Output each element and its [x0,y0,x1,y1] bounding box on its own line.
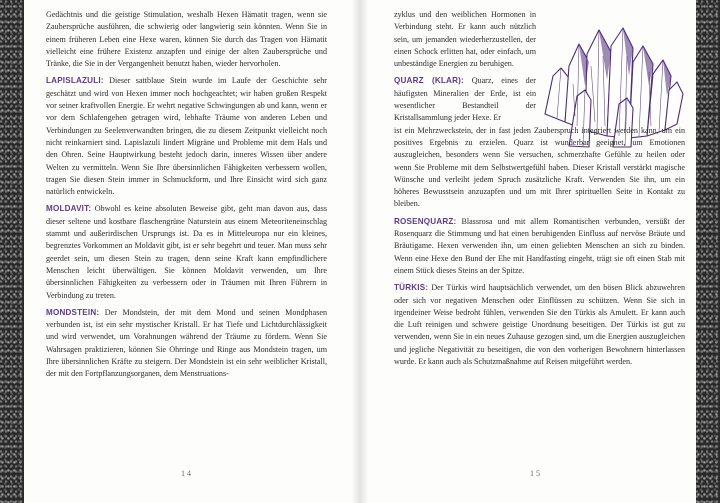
entry-text: Blassrosa und mit allem Romantischen verbunden, versüßt der Rosenquarz die Stimmung und hat einen beruhigenden Einfluss auf nervöse Bräute und Bräutigame. Hexen verwenden ihn, um einen geliebten Menschen an sich zu binden. Wenn eine Hexe den Bund der Ehe mit Handfasting eingeht, trägt sie oft einen Stab mit einem Stück dieses Steins an der Spitze. [394,216,685,275]
left-page-edge [0,0,24,503]
entry-term: QUARZ (KLAR): [394,76,464,86]
entry-moldavit [46,203,327,301]
entry-quarz-continued: ist ein Mehrzweckstein, der in fast jeden Zauberspruch integriert werden kann, um ein positives Ergebnis zu erzielen. Quarz ist wunderbar geeignet, um Emotionen auszugleichen, besonders wenn Sie versuchen, schmerzhafte Gefühle zu heilen oder wenn Sie Probleme mit dem Selbstwertgefühl haben. Dieser Kristall verstärkt magische Wünsche und verleiht jedem Spruch zusätzliche Kraft. Verwenden Sie ihn, um ein höheres Bewusstsein anzuzapfen und um mit Ihrer spirituellen Seite in Kontakt zu bleiben. [394,125,685,209]
left-intro-paragraph: Gedächtnis und die geistige Stimulation, weshalb Hexen Hämatit tragen, wenn sie Zaubersprüche ausführen, die schwierig oder langwierig sein könnten. Wenn Sie in einem früheren Leben eine Hexe waren, können Sie durch das Tragen von Hämatit vielleicht eine frühere Existenz anzapfen und einige der alten Zaubersprüche und Tränke, die Sie in der Vergangenheit benutzt haben, wieder hervorholen. [46,10,327,69]
entry-term: LAPISLAZULI: [46,76,104,86]
entry-text: Obwohl es keine absoluten Beweise gibt, geht man davon aus, dass dieser seltene und kostbare flaschengrüne Naturstein aus einem Meteoriteneinschlag stammt und außerirdischen Ursprungs ist. Da es in Mitteleuropa nur ein kleines, begrenztes Vorkommen an Moldavit gibt, ist er sehr begehrt und teuer. Man muss sehr geerdet sein, um diesen Stein zu tragen, denn seine Kraft kann empfindlichere Menschen leicht überwältigen. Sie können Moldavit verwenden, um Ihre übersinnlichen Fähigkeiten zu verbessern oder in Träumen mit Ihren Führern in Verbindung zu treten. [46,204,327,300]
right-page-number: 15 [530,469,542,478]
left-page-number: 14 [181,469,193,478]
entry-term: ROSENQUARZ: [394,216,457,226]
entry-text: Quarz, eines der häufigsten Mineralien der Erde, ist ein wesentlicher Bestandteil der Kristallsammlung jeder Hexe. Er [394,76,536,123]
right-page-text [394,9,685,373]
entry-term: MONDSTEIN: [46,307,100,317]
entry-text: Der Türkis wird hauptsächlich verwendet, um den bösen Blick abzuwehren oder sich vor negativen Menschen oder Einflüssen zu schützen. Wenn Sie sich in irgendeiner Weise bedroht fühlen, verwenden Sie den Türkis als Amulett. Er kann auch die Luft reinigen und schwere geistige Unordnung beseitigen. Der Türkis ist gut zu verwenden, wenn Sie in ein neues Zuhause gezogen sind, um die Energien auszugleichen und jegliche Negativität zu beseitigen, die von den vorherigen Bewohnern hinterlassen wurde. Er kann auch als Schutzmaßnahme auf Reisen mitgeführt werden. [394,283,685,367]
entry-term: MOLDAVIT: [46,204,92,214]
entry-tuerkis [394,282,685,368]
entry-rosenquarz [394,216,685,277]
entry-mondstein [46,307,327,381]
right-page-edge [696,0,720,503]
left-page-text [46,9,327,386]
entry-text: Der Mondstein, der mit dem Mond und seinen Mondphasen verbunden ist, ist ein sehr mystischer Kristall. Er hat Tiefe und Lichtdurchlässigkeit und wird verwendet, um Vorahnungen während der Träume zu fördern. Wenn Sie Wahrsagen praktizieren, können Sie Ohrringe und Ringe aus Mondstein tragen, um Ihre übersinnlichen Kräfte zu steigern. Der Mondstein ist ein sehr weiblicher Kristall, der mit den Fortpflanzungsorganen, dem Menstruations- [46,307,327,379]
entry-quarz-wrap [394,75,536,124]
book-gutter [351,0,369,503]
entry-lapislazuli [46,75,327,198]
entry-text: Dieser sattblaue Stein wurde im Laufe der Geschichte sehr geschätzt und wird von Hexen immer noch hochgeachtet; wir haben großen Respekt vor seiner kraftvollen Energie. Er wehrt negative Schwingungen ab und kann, wenn er vor dem Schlafengehen getragen wird, lebhafte Träume von anderen Leben und Verbindungen zu Seelenverwandten bringen, die zu diesem Zeitpunkt vielleicht noch nicht reinkarniert sind. Lapislazuli lindert Migräne und Probleme mit dem Hals und den Ohren. Seine Hauptwirkung besteht jedoch darin, inneres Wissen über andere Welten zu vermitteln. Wenn Sie Ihre übersinnlichen Fähigkeiten verbessern wollen, tragen Sie diesen Stein immer in Schmuckform, und Ihre Einsicht wird sich ganz natürlich entwickeln. [46,76,327,197]
right-intro-paragraph: zyklus und den weiblichen Hormonen in Verbindung steht. Er kann auch nützlich sein, um jemanden wiederherzustellen, der einen Schock erlitten hat, oder einfach, um unbeständige Energien zu beruhigen. [394,10,536,69]
entry-term: TÜRKIS: [394,283,429,293]
